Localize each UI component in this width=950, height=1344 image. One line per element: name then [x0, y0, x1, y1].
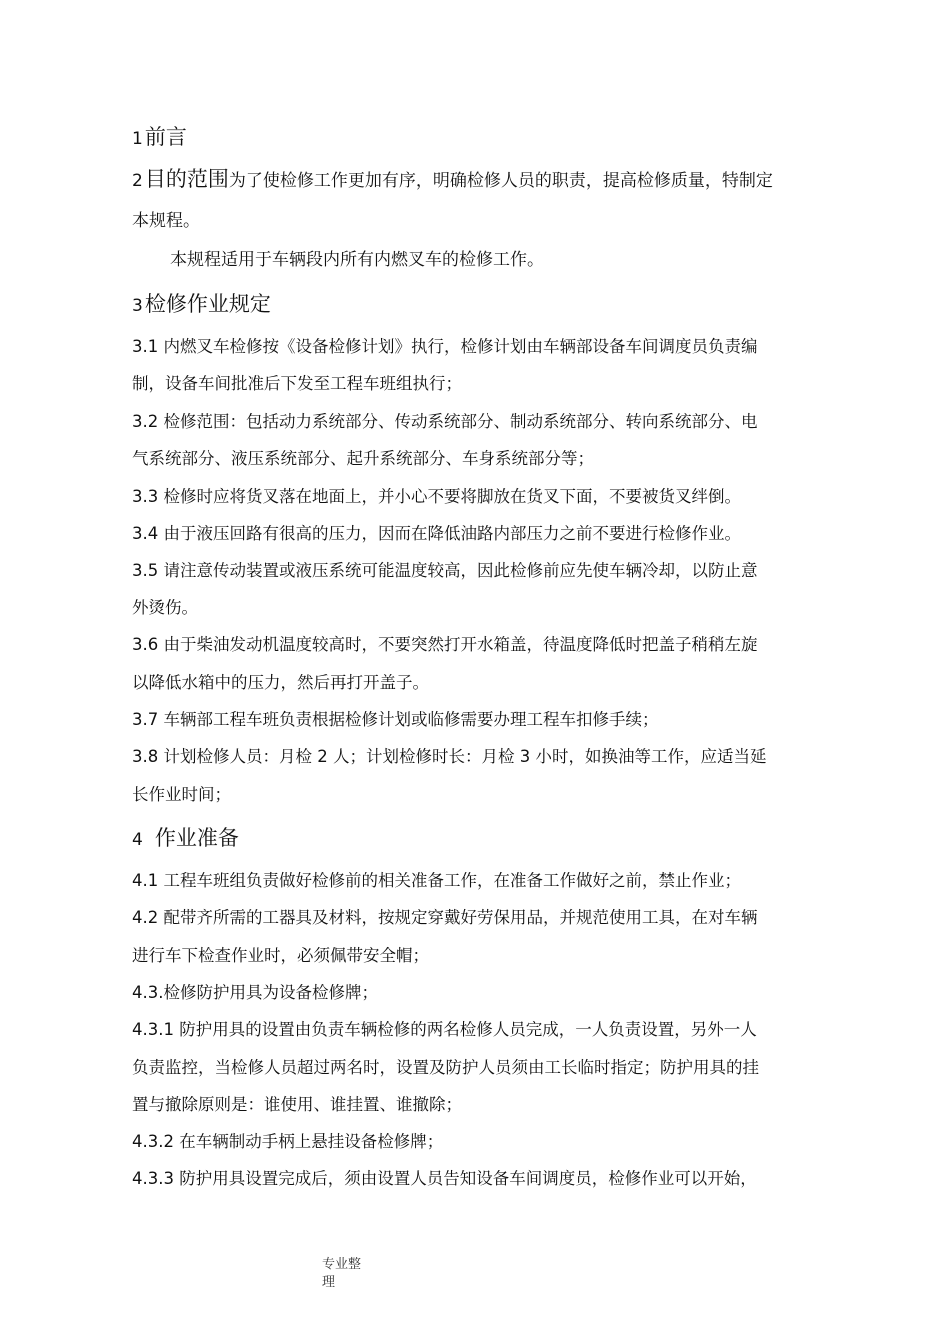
paragraph-line: 本规程适用于车辆段内所有内燃叉车的检修工作。 [170, 250, 544, 270]
paragraph-line: 4.3.2 在车辆制动手柄上悬挂设备检修牌； [132, 1132, 444, 1151]
paragraph-line: 3.8 计划检修人员：月检 2 人；计划检修时长：月检 3 小时，如换油等工作，应适当延 [132, 747, 767, 766]
section-title: 检修作业规定 [144, 292, 271, 316]
section-title: 目的范围 [144, 167, 229, 191]
section-2-heading [132, 168, 773, 192]
section-title: 前言 [144, 125, 187, 149]
paragraph-line: 以降低水箱中的压力，然后再打开盖子。 [132, 673, 429, 692]
paragraph-line: 4.3.3 防护用具设置完成后，须由设置人员告知设备车间调度员，检修作业可以开始， [132, 1169, 757, 1188]
section-4-heading [132, 825, 239, 853]
paragraph-line: 进行车下检查作业时，必须佩带安全帽； [132, 946, 429, 965]
paragraph-line: 3.6 由于柴油发动机温度较高时，不要突然打开水箱盖，待温度降低时把盖子稍稍左旋 [132, 635, 758, 654]
paragraph-line: 长作业时间； [132, 785, 231, 804]
paragraph-line: 3.5 请注意传动装置或液压系统可能温度较高，因此检修前应先使车辆冷却，以防止意 [132, 561, 758, 580]
section-number: 2 [132, 171, 143, 191]
section-number: 4 [132, 830, 143, 850]
footer-text: 专业整 [322, 1257, 362, 1272]
paragraph-line: 制，设备车间批准后下发至工程车班组执行； [132, 374, 462, 393]
section-number: 1 [132, 129, 143, 149]
paragraph-line: 3.3 检修时应将货叉落在地面上，并小心不要将脚放在货叉下面，不要被货叉绊倒。 [132, 487, 741, 506]
section-title: 作业准备 [154, 826, 239, 850]
paragraph-line: 4.3.检修防护用具为设备检修牌； [132, 983, 378, 1002]
paragraph-line: 3.7 车辆部工程车班负责根据检修计划或临修需要办理工程车扣修手续； [132, 710, 659, 729]
paragraph-line: 3.4 由于液压回路有很高的压力，因而在降低油路内部压力之前不要进行检修作业。 [132, 524, 741, 543]
paragraph-line: 外烫伤。 [132, 598, 198, 617]
paragraph-line: 负责监控，当检修人员超过两名时，设置及防护人员须由工长临时指定；防护用具的挂 [132, 1058, 759, 1077]
paragraph-line: 3.2 检修范围：包括动力系统部分、传动系统部分、制动系统部分、转向系统部分、电 [132, 412, 758, 431]
paragraph-line: 4.3.1 防护用具的设置由负责车辆检修的两名检修人员完成，一人负责设置，另外一人 [132, 1020, 757, 1039]
paragraph-line: 置与撤除原则是：谁使用、谁挂置、谁撤除； [132, 1095, 462, 1114]
paragraph-line: 4.2 配带齐所需的工器具及材料，按规定穿戴好劳保用品，并规范使用工具，在对车辆 [132, 908, 758, 927]
paragraph-line: 本规程。 [132, 211, 200, 231]
paragraph-line: 4.1 工程车班组负责做好检修前的相关准备工作，在准备工作做好之前，禁止作业； [132, 871, 741, 890]
paragraph-text: 为了使检修工作更加有序，明确检修人员的职责，提高检修质量，特制定 [228, 171, 773, 191]
section-number: 3 [132, 296, 143, 316]
section-3-heading [132, 291, 271, 319]
footer-text: 理 [322, 1275, 336, 1290]
section-1-heading [132, 124, 187, 152]
paragraph-line: 3.1 内燃叉车检修按《设备检修计划》执行，检修计划由车辆部设备车间调度员负责编 [132, 337, 758, 356]
paragraph-line: 气系统部分、液压系统部分、起升系统部分、车身系统部分等； [132, 449, 594, 468]
